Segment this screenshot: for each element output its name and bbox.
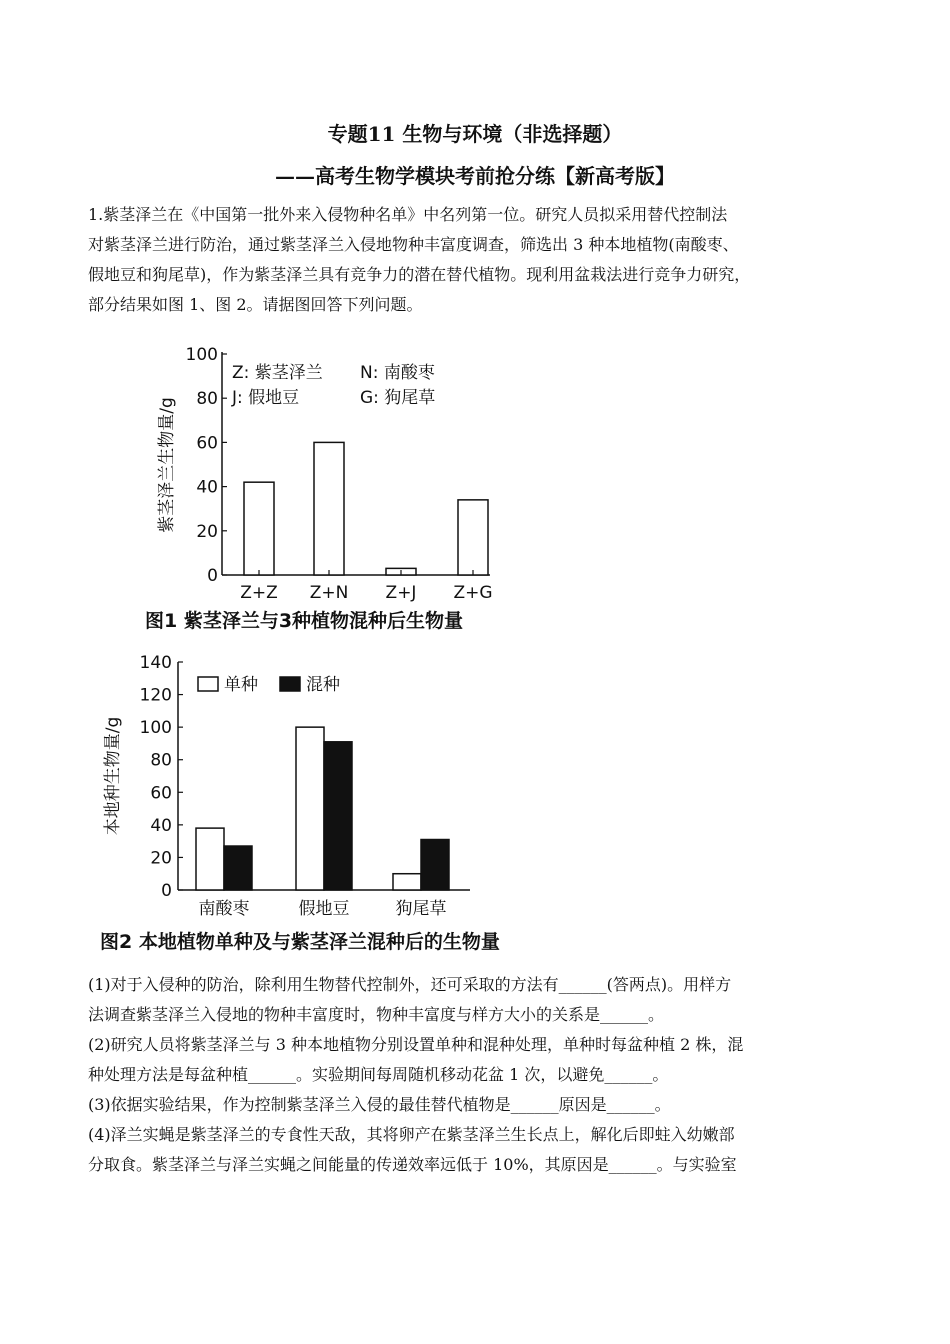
title-line-1: 专题11 生物与环境（非选择题） [327, 122, 623, 146]
question-line: (1)对于入侵种的防治，除利用生物替代控制外，还可采取的方法有______(答两点)。用样方 [88, 975, 732, 994]
fig1-bar [314, 442, 344, 575]
fig1-y-tick-label: 100 [185, 345, 218, 365]
fig2-y-tick-label: 20 [150, 848, 172, 869]
fig1-legend-g: G: 狗尾草 [360, 388, 436, 408]
figure-1 [145, 345, 493, 632]
fig2-bar [324, 742, 352, 890]
fig2-y-tick-label: 60 [150, 783, 172, 804]
fig1-x-tick-label: Z+N [309, 583, 349, 603]
question-line: 分取食。紫茎泽兰与泽兰实蝇之间能量的传递效率远低于 10%，其原因是______。与实验室 [88, 1155, 737, 1174]
questions-block [88, 970, 878, 1180]
question-line: (4)泽兰实蝇是紫茎泽兰的专食性天敌，其将卵产在紫茎泽兰生长点上，解化后即蛀入幼嫩部 [88, 1125, 735, 1144]
fig2-y-tick-label: 80 [150, 750, 172, 771]
fig1-y-tick-label: 40 [196, 477, 218, 498]
fig1-bar [244, 482, 274, 575]
question-line: (2)研究人员将紫茎泽兰与 3 种本地植物分别设置单种和混种处理，单种时每盆种植 2 株，混 [88, 1035, 744, 1054]
fig2-y-tick-label: 120 [139, 685, 172, 706]
fig1-x-tick-label: Z+J [385, 583, 417, 603]
fig2-x-tick-label: 南酸枣 [198, 899, 250, 919]
fig2-legend-swatch-single [198, 677, 218, 691]
question-line: (3)依据实验结果，作为控制紫茎泽兰入侵的最佳替代植物是______原因是______。 [88, 1095, 671, 1114]
figure-2 [100, 653, 500, 953]
fig2-bar [224, 846, 252, 890]
fig2-bar [196, 828, 224, 890]
fig1-y-tick-label: 60 [196, 433, 218, 454]
fig1-caption: 图1 紫茎泽兰与3种植物混种后生物量 [145, 610, 464, 632]
intro-line: 对紫茎泽兰进行防治，通过紫茎泽兰入侵地物种丰富度调查，筛选出 3 种本地植物(南酸枣、 [88, 235, 739, 254]
fig2-bar [393, 874, 421, 890]
fig2-y-tick-label: 0 [161, 881, 172, 901]
fig2-caption: 图2 本地植物单种及与紫茎泽兰混种后的生物量 [100, 931, 500, 953]
fig2-bar [421, 840, 449, 890]
intro-line: 部分结果如图 1、图 2。请据图回答下列问题。 [88, 295, 423, 314]
fig2-y-tick-label: 40 [150, 815, 172, 836]
intro-line: 1.紫茎泽兰在《中国第一批外来入侵物种名单》中名列第一位。研究人员拟采用替代控制法 [88, 205, 728, 224]
fig2-y-tick-label: 100 [139, 718, 172, 739]
fig1-y-tick-label: 80 [196, 389, 218, 410]
fig1-y-tick-label: 0 [207, 566, 218, 586]
fig2-bar [296, 727, 324, 890]
fig2-y-tick-label: 140 [139, 653, 172, 673]
question-line: 种处理方法是每盆种植______。实验期间每周随机移动花盆 1 次，以避免______。 [88, 1065, 669, 1084]
fig1-legend-z: Z: 紫茎泽兰 [232, 363, 323, 383]
fig1-bar [458, 500, 488, 575]
fig1-legend-n: N: 南酸枣 [360, 363, 435, 383]
fig1-y-axis-label: 紫茎泽兰生物量/g [157, 397, 177, 533]
question-line: 法调查紫茎泽兰入侵地的物种丰富度时，物种丰富度与样方大小的关系是______。 [88, 1005, 665, 1024]
fig1-x-tick-label: Z+Z [240, 583, 278, 603]
title-line-2: ——高考生物学模块考前抢分练【新高考版】 [275, 164, 675, 188]
fig2-legend-mixed: 混种 [306, 675, 340, 695]
fig2-x-tick-label: 狗尾草 [395, 899, 447, 919]
fig2-y-axis-label: 本地种生物量/g [103, 716, 123, 836]
fig2-x-tick-label: 假地豆 [298, 899, 350, 919]
fig1-y-tick-label: 20 [196, 521, 218, 542]
fig1-legend-j: J: 假地豆 [232, 388, 300, 408]
fig2-legend-swatch-mixed [280, 677, 300, 691]
fig1-x-tick-label: Z+G [453, 583, 493, 603]
intro-line: 假地豆和狗尾草)，作为紫茎泽兰具有竞争力的潜在替代植物。现利用盆栽法进行竞争力研究， [88, 265, 751, 284]
fig2-legend-single: 单种 [224, 675, 258, 695]
